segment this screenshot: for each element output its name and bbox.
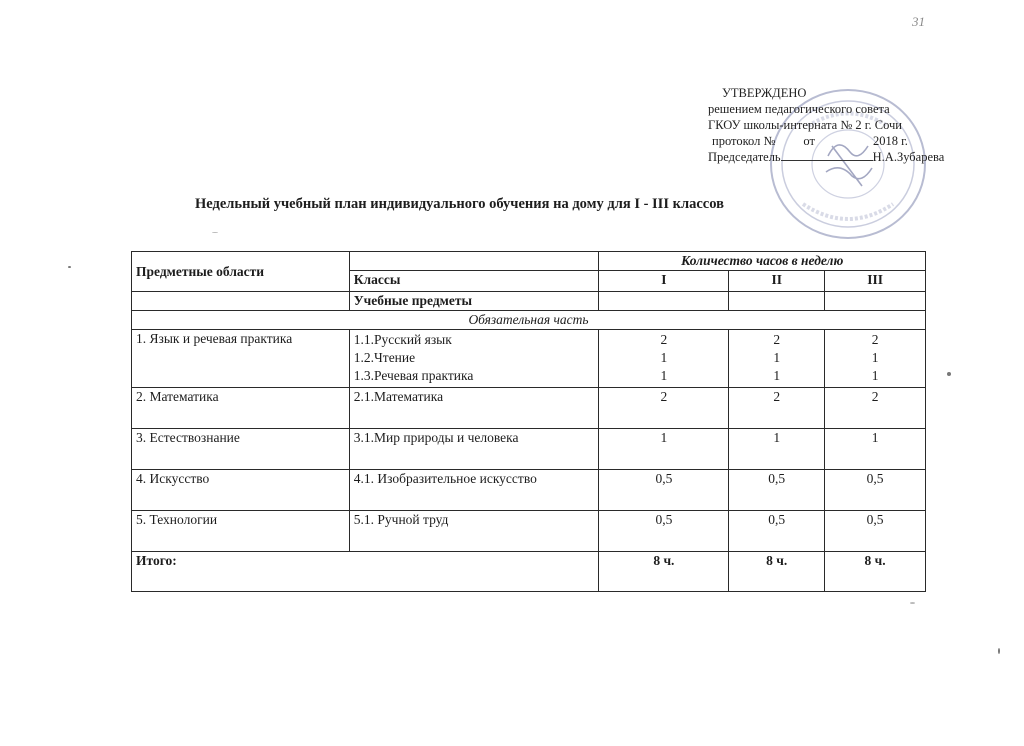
approval-line-2: ГКОУ школы-интерната № 2 г. Сочи bbox=[708, 118, 902, 132]
hours-value: 2 bbox=[729, 388, 825, 429]
header-class-3: III bbox=[825, 271, 926, 292]
document-title: Недельный учебный план индивидуального обучения на дому для I - III классов bbox=[195, 196, 724, 212]
hours-value: 1 bbox=[871, 368, 879, 383]
subject-item: 1.3.Речевая практика bbox=[353, 368, 474, 383]
protocol-year: 2018 г. bbox=[872, 134, 908, 148]
hours-class-2 bbox=[729, 330, 825, 388]
header-classes: Классы bbox=[349, 271, 599, 292]
subject-area: 5. Технологии bbox=[132, 511, 350, 552]
hours-value: 0,5 bbox=[729, 470, 825, 511]
header-hours-per-week: Количество часов в неделю bbox=[599, 252, 926, 271]
subject-list bbox=[349, 330, 599, 388]
hours-value: 0,5 bbox=[825, 511, 926, 552]
hours-value: 1 bbox=[729, 429, 825, 470]
table-row bbox=[132, 511, 926, 552]
table-row bbox=[132, 388, 926, 429]
subject-item: 3.1.Мир природы и человека bbox=[349, 429, 599, 470]
subject-area: 1. Язык и речевая практика bbox=[132, 330, 350, 388]
chair-label: Председатель bbox=[708, 150, 781, 164]
header-empty-2 bbox=[132, 292, 350, 311]
curriculum-table bbox=[131, 251, 926, 592]
approval-line-1: решением педагогического совета bbox=[708, 102, 890, 116]
total-class-2: 8 ч. bbox=[729, 552, 825, 592]
hours-value: 2 bbox=[660, 332, 668, 347]
hours-value: 1 bbox=[660, 368, 668, 383]
hours-value: 2 bbox=[773, 332, 781, 347]
approval-chair bbox=[708, 149, 968, 165]
page-number: 31 bbox=[912, 14, 925, 29]
table-row bbox=[132, 470, 926, 511]
total-class-1: 8 ч. bbox=[599, 552, 729, 592]
hours-value: 1 bbox=[773, 368, 781, 383]
hours-value: 0,5 bbox=[599, 470, 729, 511]
blank-cell bbox=[729, 292, 825, 311]
table-row bbox=[132, 429, 926, 470]
hours-value: 2 bbox=[871, 332, 879, 347]
scan-speck bbox=[910, 602, 915, 604]
hours-value: 0,5 bbox=[599, 511, 729, 552]
total-row bbox=[132, 552, 926, 592]
protocol-label: протокол № bbox=[712, 134, 776, 148]
signature-line bbox=[781, 150, 873, 161]
hours-value: 1 bbox=[773, 350, 781, 365]
protocol-from: от bbox=[803, 134, 815, 148]
approval-block bbox=[708, 85, 968, 165]
subject-area: 2. Математика bbox=[132, 388, 350, 429]
chair-name: Н.А.Зубарева bbox=[872, 150, 945, 164]
total-class-3: 8 ч. bbox=[825, 552, 926, 592]
hours-class-3 bbox=[825, 330, 926, 388]
hours-value: 1 bbox=[871, 350, 879, 365]
hours-class-1 bbox=[599, 330, 729, 388]
hours-value: 0,5 bbox=[825, 470, 926, 511]
approval-protocol bbox=[708, 133, 968, 149]
subject-area: 3. Естествознание bbox=[132, 429, 350, 470]
scan-speck bbox=[212, 232, 218, 233]
header-class-2: II bbox=[729, 271, 825, 292]
scan-speck bbox=[68, 266, 71, 268]
scan-speck bbox=[998, 648, 1000, 654]
hours-value: 1 bbox=[599, 429, 729, 470]
hours-value: 1 bbox=[660, 350, 668, 365]
subject-item: 5.1. Ручной труд bbox=[349, 511, 599, 552]
header-class-1: I bbox=[599, 271, 729, 292]
scan-speck bbox=[947, 372, 951, 376]
subject-item: 1.1.Русский язык bbox=[353, 332, 452, 347]
hours-value: 2 bbox=[825, 388, 926, 429]
blank-cell bbox=[599, 292, 729, 311]
subject-item: 2.1.Математика bbox=[349, 388, 599, 429]
hours-value: 0,5 bbox=[729, 511, 825, 552]
subject-area: 4. Искусство bbox=[132, 470, 350, 511]
hours-value: 2 bbox=[599, 388, 729, 429]
hours-value: 1 bbox=[825, 429, 926, 470]
table-row bbox=[132, 330, 926, 388]
blank-cell bbox=[825, 292, 926, 311]
subject-item: 1.2.Чтение bbox=[353, 350, 416, 365]
mandatory-part-row: Обязательная часть bbox=[132, 311, 926, 330]
total-label: Итого: bbox=[132, 552, 599, 592]
approval-title: УТВЕРЖДЕНО bbox=[722, 86, 807, 100]
subject-item: 4.1. Изобразительное искусство bbox=[349, 470, 599, 511]
header-empty bbox=[349, 252, 599, 271]
header-subjects: Учебные предметы bbox=[349, 292, 599, 311]
header-subject-areas: Предметные области bbox=[132, 252, 350, 292]
